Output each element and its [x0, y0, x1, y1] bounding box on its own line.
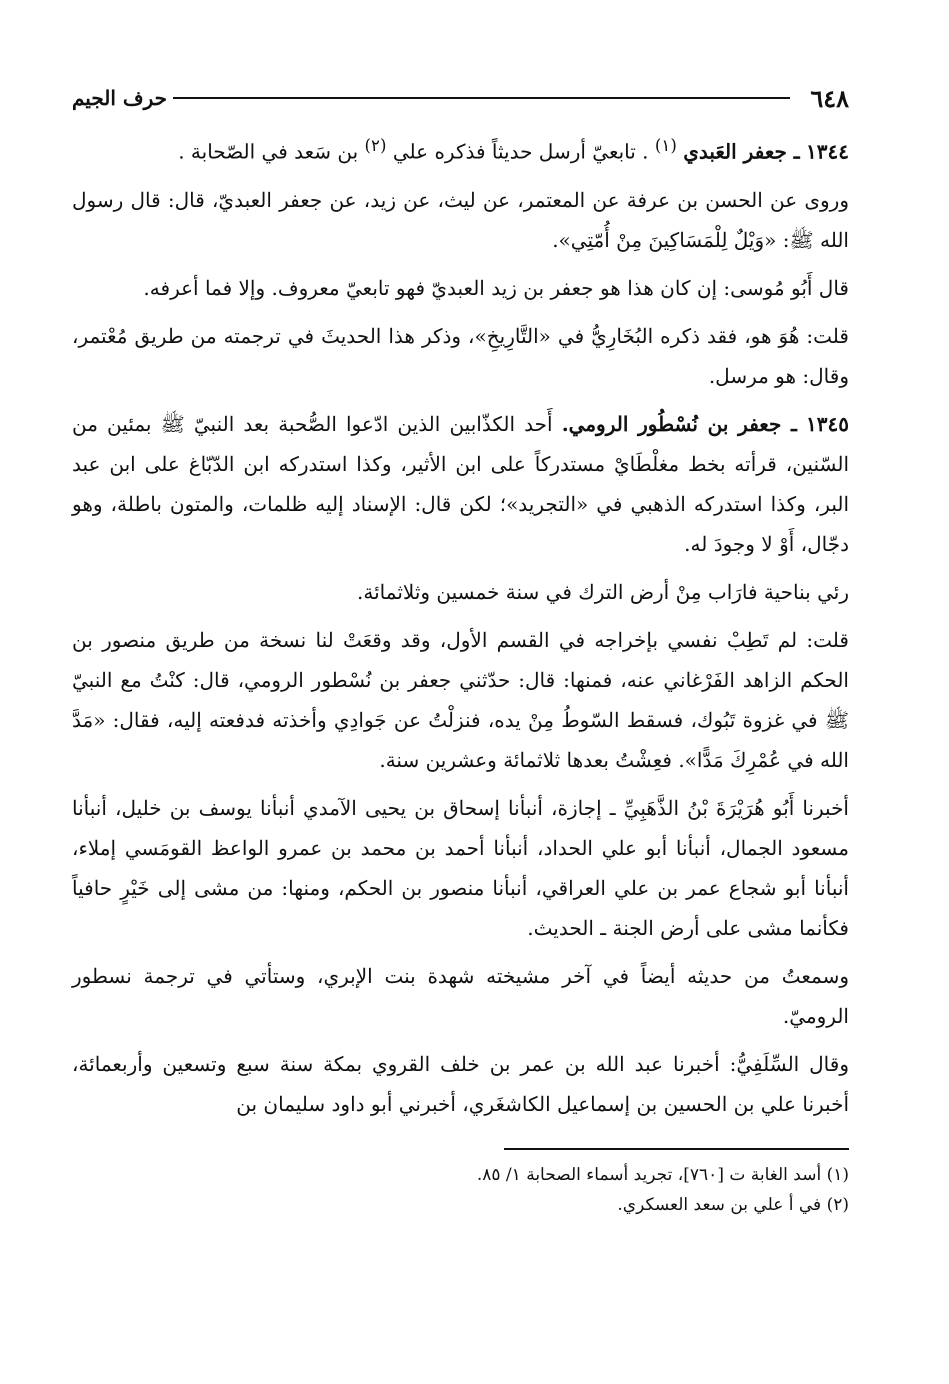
entry-name: جعفر العَبدي [683, 139, 787, 164]
paragraph: أخبرنا أَبُو هُرَيْرَةَ بْنُ الذَّهَبِيِّ ـ إجازة، أنبأنا إسحاق بن يحيى الآمدي أنبأنا يوسف بن خليل، أنبأنا مسعود الجمال، أنبأنا أبو علي الحداد، أنبأنا أحمد بن محمد بن عمرو الواعظ القومَسي إملاء، أنبأنا أبو شجاع عمر بن علي العراقي، أنبأنا منصور بن الحكم، ومنها: من مشى إلى خَيْرٍ حافياً فكأنما مشى على أرض الجنة ـ الحديث. [72, 795, 849, 940]
entry-1345: ١٣٤٥ ـ جعفر بن نُسْطُور الرومي. أَحد الكذّابين الذين ادّعوا الصُّحبة بعد النبيّ ﷺ بمئين من السّنين، قرأته بخط مغلْطَايْ مستدركاً على ابن الأثير، وكذا استدركه ابن الدّبّاغ على ابن عبد البر، وكذا استدركه الذهبي في «التجريد»؛ لكن قال: الإسناد إليه ظلمات، والمتون باطلة، وهو دجّال، أَوْ لا وجودَ له. [72, 411, 850, 556]
running-header [72, 78, 849, 118]
entry-text: . تابعيّ أرسل حديثاً فذكره علي [392, 139, 649, 164]
paragraph: رئي بناحية فارَاب مِنْ أرض الترك في سنة خمسين وثلاثمائة. [357, 579, 849, 604]
footnotes [72, 1160, 849, 1220]
paragraph: قال أَبُو مُوسى: إن كان هذا هو جعفر بن زيد العبديّ فهو تابعيّ معروف. وإلا فما أعرفه. [143, 275, 849, 300]
document-page [72, 78, 849, 1344]
header-rule [173, 97, 790, 99]
footnote: (٢) في أ علي بن سعد العسكري. [617, 1194, 849, 1215]
chapter-title: حرف الجيم [72, 86, 167, 110]
footnote-ref: (٢) [364, 136, 387, 155]
body-text [72, 126, 849, 1124]
entry-text: أَحد الكذّابين الذين ادّعوا الصُّحبة بعد النبيّ ﷺ بمئين من السّنين، قرأته بخط مغلْطَايْ مستدركاً على ابن الأثير، وكذا استدركه ابن الدّبّاغ على ابن عبد البر، وكذا استدركه الذهبي في «التجريد»؛ لكن قال: الإسناد إليه ظلمات، والمتون باطلة، وهو دجّال، أَوْ لا وجودَ له. [72, 411, 849, 556]
page-number: ٦٤٨ [810, 83, 849, 113]
paragraph: قلت: هُوَ هو، فقد ذكره البُخَارِيُّ في «التَّارِيخِ»، وذكر هذا الحديثَ في ترجمته من طريق مُعْتمر، وقال: هو مرسل. [72, 323, 849, 388]
entry-1344: ١٣٤٤ ـ جعفر العَبدي $^{(١)}$ . تابعيّ أرسل حديثاً فذكره علي $^{(٢)}$ بن سَعد في الصّحابة . [178, 136, 849, 164]
entry-name: جعفر بن نُسْطُور الرومي. [561, 411, 782, 436]
footnote-rule [504, 1148, 849, 1150]
paragraph: وسمعتُ من حديثه أيضاً في آخر مشيخته شهدة بنت الإبري، وستأتي في ترجمة نسطور الروميّ. [72, 963, 849, 1028]
entry-number: ١٣٤٤ [806, 139, 849, 164]
footnote: (١) أسد الغابة ت [٧٦٠]، تجريد أسماء الصحابة ١/ ٨٥. [476, 1164, 849, 1185]
paragraph: وروى عن الحسن بن عرفة عن المعتمر، عن ليث، عن زيد، عن جعفر العبديّ، قال: قال رسول الله ﷺ: «وَيْلٌ لِلْمَسَاكِينَ مِنْ أُمّتِي». [72, 187, 849, 252]
footnote-ref: (١) [654, 136, 677, 155]
paragraph: وقال السِّلَفِيُّ: أخبرنا عبد الله بن عمر بن خلف القروي بمكة سنة سبع وتسعين وأربعمائة، أخبرنا علي بن الحسين بن إسماعيل الكاشغَري، أخبرني أبو داود سليمان بن [72, 1051, 849, 1116]
entry-number: ١٣٤٥ [806, 411, 850, 436]
paragraph: قلت: لم تَطِبْ نفسي بإخراجه في القسم الأول، وقد وقعَتْ لنا نسخة من طريق منصور بن الحكم الزاهد الفَرْغاني عنه، فمنها: قال: حدّثني جعفر بن نُسْطور الرومي، قال: كنْتُ مع النبيّ ﷺ في غزوة تَبُوك، فسقط السّوطُ مِنْ يده، فنزلْتُ عن جَوادِي وأخذته فدفعته إليه، فقال: «مَدَّ الله في عُمْرِكَ مَدًّا». فعِشْتُ بعدها ثلاثمائة وعشرين سنة. [72, 627, 849, 772]
entry-text: بن سَعد في الصّحابة . [178, 139, 359, 164]
